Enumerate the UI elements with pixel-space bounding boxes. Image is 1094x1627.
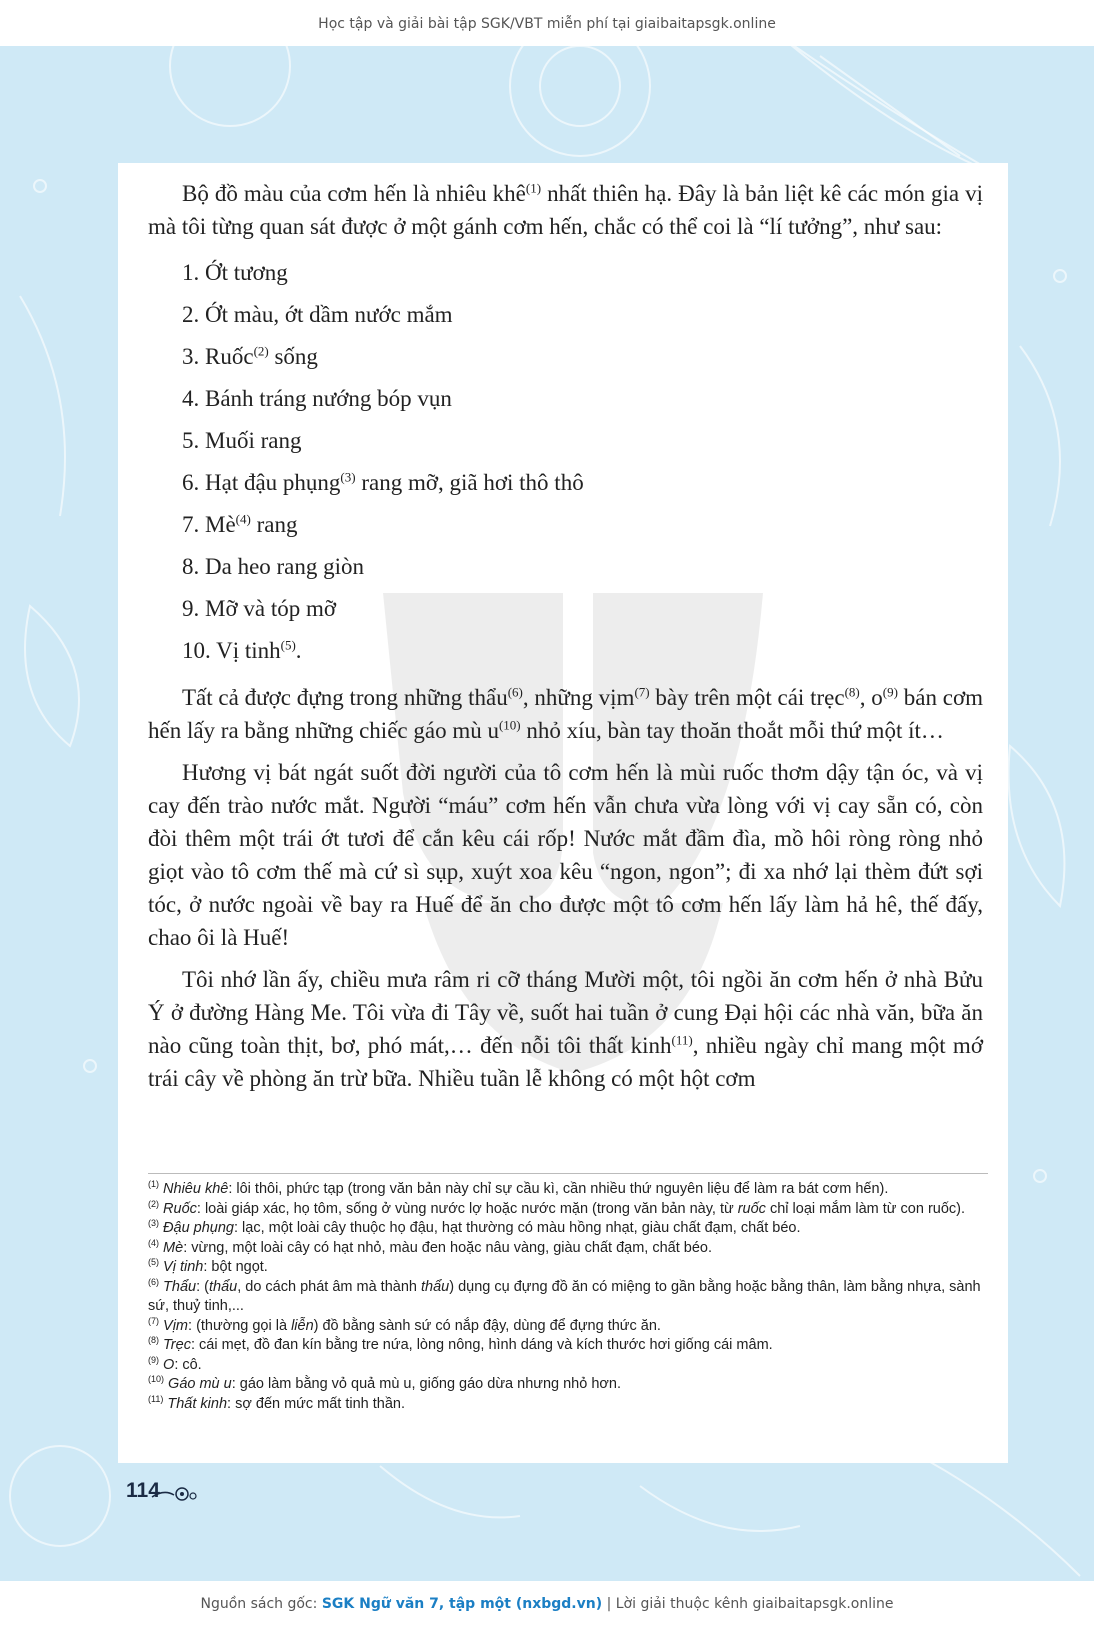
footnote-ref[interactable]: (5) bbox=[280, 637, 296, 653]
footnote-ref[interactable]: (10) bbox=[498, 717, 521, 733]
footnote: $^{(8)}$ Trẹc: cái mẹt, đồ đan kín bằng tre nứa, lòng nông, hình dáng và kích thước hơi giống cái mâm. bbox=[148, 1335, 773, 1353]
article-body bbox=[148, 177, 983, 1104]
top-banner bbox=[0, 0, 1094, 46]
seasoning-list bbox=[148, 252, 983, 672]
header-text: Học tập và giải bài tập SGK/VBT miễn phí tại giaibaitapsgk.online bbox=[318, 16, 776, 32]
list-item: 10. Vị tinh$^{(5)}$. bbox=[182, 637, 302, 663]
footnote-ref[interactable]: (4) bbox=[235, 511, 251, 527]
paragraph: Bộ đồ màu của cơm hến là nhiêu khê$^{(1)}$ nhất thiên hạ. Đây là bản liệt kê các món gia vị mà tôi từng quan sát được ở một gánh cơm hến, chắc có thể coi là “lí tưởng”, như sau: bbox=[148, 180, 984, 239]
footer-prefix: Nguồn sách gốc: bbox=[200, 1596, 322, 1612]
footnote-ref[interactable]: (8) bbox=[844, 684, 860, 700]
list-item: 9. Mỡ và tóp mỡ bbox=[182, 596, 337, 621]
footnote: $^{(6)}$ Thẩu: (thẩu, do cách phát âm mà thành thẩu) dụng cụ đựng đồ ăn có miệng to gần bằng hoặc bằng thân, làm bằng nhựa, sành sứ, thuỷ tinh,... bbox=[148, 1276, 981, 1314]
footnote: $^{(11)}$ Thất kinh: sợ đến mức mất tinh thần. bbox=[148, 1393, 406, 1412]
flower-ornament-icon bbox=[150, 1483, 200, 1505]
paragraph: Hương vị bát ngát suốt đời người của tô cơm hến là mùi ruốc thơm dậy tận óc, và vị cay đến trào nước mắt. Người “máu” cơm hến vẫn chưa vừa lòng với vị cay sẵn có, còn đòi thêm một trái ớt tươi để cắn kêu cái rốp! Nước mắt đầm đìa, mồ hôi ròng ròng nhỏ giọt vào tô cơm thế mà cứ sì sụp, xuýt xoa kêu “ngon, ngon”; đi xa nhớ lại thèm đứt sợi tóc, ở nước ngoài về bay ra Huế để ăn cho được một tô cơm hến lấy làm hả hê, thế đấy, chao ôi là Huế! bbox=[148, 760, 983, 950]
footnote-ref[interactable]: (1) bbox=[525, 180, 542, 196]
source-book-link[interactable]: SGK Ngữ văn 7, tập một (nxbgd.vn) bbox=[321, 1596, 603, 1612]
footer-suffix: | Lời giải thuộc kênh giaibaitapsgk.online bbox=[602, 1596, 894, 1612]
footnote: $^{(3)}$ Đậu phụng: lạc, một loài cây thuộc họ đậu, hạt thường có màu hồng nhạt, giàu chất đạm, chất béo. bbox=[148, 1218, 801, 1236]
footnote: $^{(7)}$ Vịm: (thường gọi là liễn) đồ bằng sành sứ có nắp đậy, dùng để đựng thức ăn. bbox=[148, 1315, 661, 1334]
footnote: $^{(10)}$ Gáo mù u: gáo làm bằng vỏ quả mù u, giống gáo dừa nhưng nhỏ hơn. bbox=[148, 1374, 622, 1392]
page-number: 114 bbox=[126, 1479, 160, 1502]
paragraph: Tôi nhớ lần ấy, chiều mưa râm ri cỡ tháng Mười một, tôi ngồi ăn cơm hến ở nhà Bửu Ý ở đường Hàng Me. Tôi vừa đi Tây về, suốt hai tuần ở cung Đại hội các nhà văn, bữa ăn nào cũng toàn thịt, bơ, phó mát,… đến nỗi tôi thất kinh$^{(11)}$, nhiều ngày chỉ mang một mớ trái cây về phòng ăn trừ bữa. Nhiều tuần lễ không có một hột cơm bbox=[148, 967, 983, 1091]
list-item: 5. Muối rang bbox=[182, 428, 302, 453]
footnote-ref[interactable]: (6) bbox=[507, 684, 523, 700]
list-item: 3. Ruốc$^{(2)}$ sống bbox=[182, 343, 318, 369]
footnote-ref[interactable]: (11) bbox=[671, 1032, 693, 1048]
list-item: 2. Ớt màu, ớt dầm nước mắm bbox=[182, 302, 453, 327]
footnote: $^{(9)}$ O: cô. bbox=[148, 1354, 202, 1373]
footnote: $^{(2)}$ Ruốc: loài giáp xác, họ tôm, sống ở vùng nước lợ hoặc nước mặn (trong văn bản này, từ ruốc chỉ loại mắm làm từ con ruốc). bbox=[148, 1198, 966, 1217]
bottom-banner bbox=[0, 1581, 1094, 1626]
footnotes bbox=[148, 1173, 988, 1414]
list-item: 8. Da heo rang giòn bbox=[182, 554, 365, 579]
list-item: 1. Ớt tương bbox=[182, 260, 288, 285]
paragraph: Tất cả được đựng trong những thẩu$^{(6)}$, những vịm$^{(7)}$ bày trên một cái trẹc$^{(8)}$, $o^{(9)}$ bán cơm hến lấy ra bằng những chiếc gáo mù $u^{(10)}$ nhỏ xíu, bàn tay thoăn thoắt mỗi thứ một ít… bbox=[148, 684, 984, 743]
content-card bbox=[118, 163, 1008, 1463]
footnote-ref[interactable]: (7) bbox=[634, 684, 650, 700]
footnote-ref[interactable]: (3) bbox=[340, 469, 356, 485]
list-item: 6. Hạt đậu phụng$^{(3)}$ rang mỡ, giã hơi thô thô bbox=[182, 469, 584, 495]
footnote-ref[interactable]: (2) bbox=[253, 343, 269, 359]
footnote: $^{(4)}$ Mè: vừng, một loài cây có hạt nhỏ, màu đen hoặc nâu vàng, giàu chất đạm, chất béo. bbox=[148, 1237, 713, 1256]
footnote: $^{(1)}$ Nhiêu khê: lôi thôi, phức tạp (trong văn bản này chỉ sự cầu kì, cần nhiều thứ nguyên liệu để làm ra bát cơm hến). bbox=[148, 1179, 889, 1197]
list-item: 7. $Mè^{(4)}$ rang bbox=[182, 511, 298, 537]
footnote-ref[interactable]: (9) bbox=[882, 684, 898, 700]
footnote: $^{(5)}$ Vị tinh: bột ngọt. bbox=[148, 1257, 268, 1275]
list-item: 4. Bánh tráng nướng bóp vụn bbox=[182, 386, 452, 411]
